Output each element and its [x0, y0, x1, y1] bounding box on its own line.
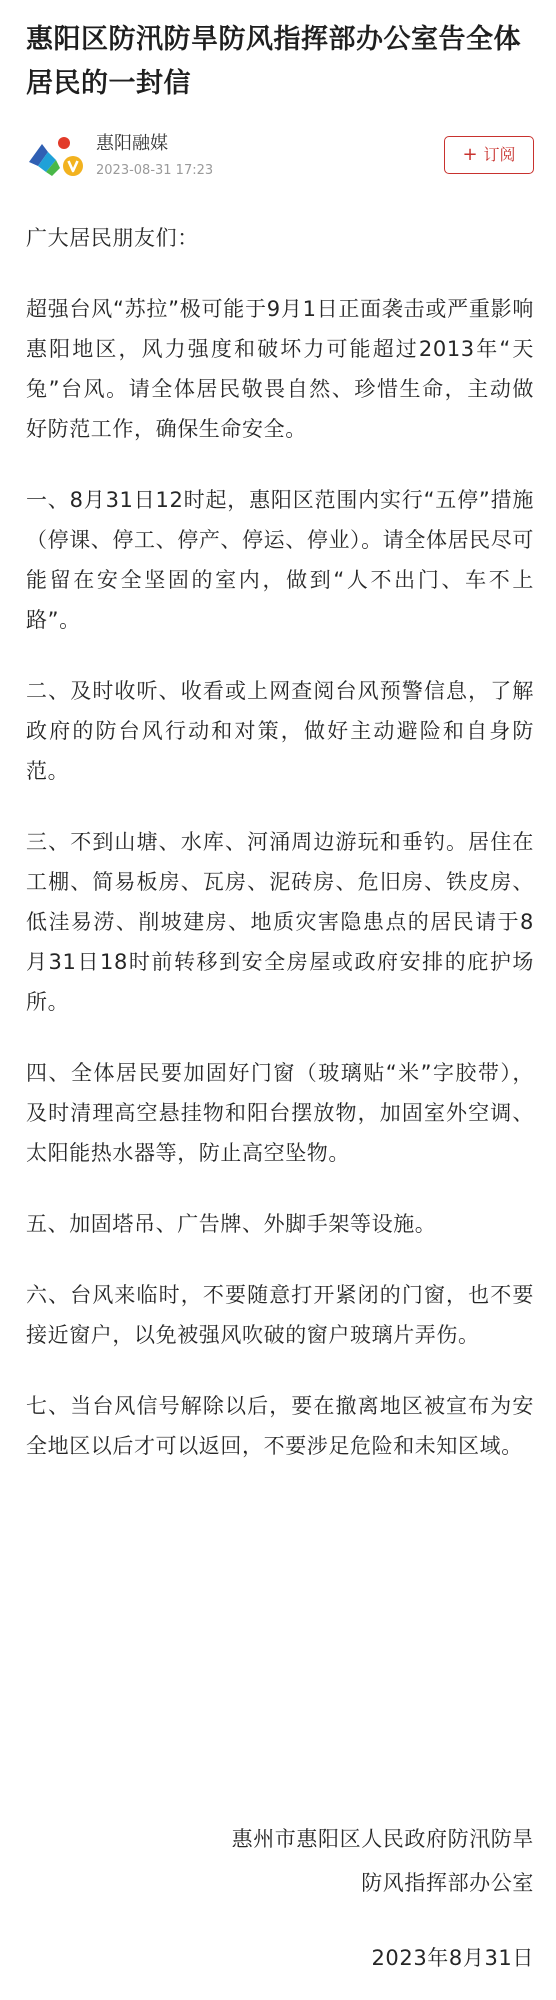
item-7-paragraph: 七、当台风信号解除以后，要在撤离地区被宣布为安全地区以后才可以返回，不要涉足危险和未知区域。	[26, 1394, 534, 1458]
item-4-paragraph: 四、全体居民要加固好门窗（玻璃贴“米”字胶带），及时清理高空悬挂物和阳台摆放物，加固室外空调、太阳能热水器等，防止高空坠物。	[26, 1061, 534, 1165]
author-name[interactable]: 惠阳融媒	[96, 133, 168, 154]
intro-paragraph: 超强台风“苏拉”极可能于9月1日正面袭击或严重影响惠阳地区，风力强度和破坏力可能超过2013年“天兔”台风。请全体居民敬畏自然、珍惜生命，主动做好防范工作，确保生命安全。	[26, 297, 534, 441]
item-6-paragraph: 六、台风来临时，不要随意打开紧闭的门窗，也不要接近窗户，以免被强风吹破的窗户玻璃片弄伤。	[26, 1283, 534, 1347]
huiyang-media-logo-icon[interactable]	[26, 134, 84, 180]
item-1-paragraph: 一、8月31日12时起，惠阳区范围内实行“五停”措施（停课、停工、停产、停运、停业）。请全体居民尽可能留在安全坚固的室内，做到“人不出门、车不上路”。	[26, 488, 534, 632]
author-bar	[26, 128, 534, 188]
greeting: 广大居民朋友们：	[26, 226, 199, 250]
item-5-paragraph: 五、加固塔吊、广告牌、外脚手架等设施。	[26, 1212, 437, 1236]
signature-line-1: 惠州市惠阳区人民政府防汛防旱	[231, 1827, 534, 1851]
plus-icon: +	[462, 144, 478, 165]
item-3-paragraph: 三、不到山塘、水库、河涌周边游玩和垂钓。居住在工棚、简易板房、瓦房、泥砖房、危旧房、铁皮房、低洼易涝、削坡建房、地质灾害隐患点的居民请于8月31日18时前转移到安全房屋或政府安排的庇护场所。	[26, 830, 534, 1014]
signature-date: 2023年8月31日	[371, 1946, 534, 1970]
signature-block	[232, 1817, 534, 1905]
subscribe-label: 订阅	[483, 145, 516, 164]
article-title: 惠阳区防汛防旱防风指挥部办公室告全体居民的一封信	[26, 24, 521, 99]
item-2-paragraph: 二、及时收听、收看或上网查阅台风预警信息，了解政府的防台风行动和对策，做好主动避险和自身防范。	[26, 679, 534, 783]
article-body	[26, 218, 534, 1466]
signature-line-2: 防风指挥部办公室	[361, 1871, 534, 1895]
subscribe-button[interactable]	[444, 136, 534, 174]
publish-time: 2023-08-31 17:23	[96, 163, 214, 178]
